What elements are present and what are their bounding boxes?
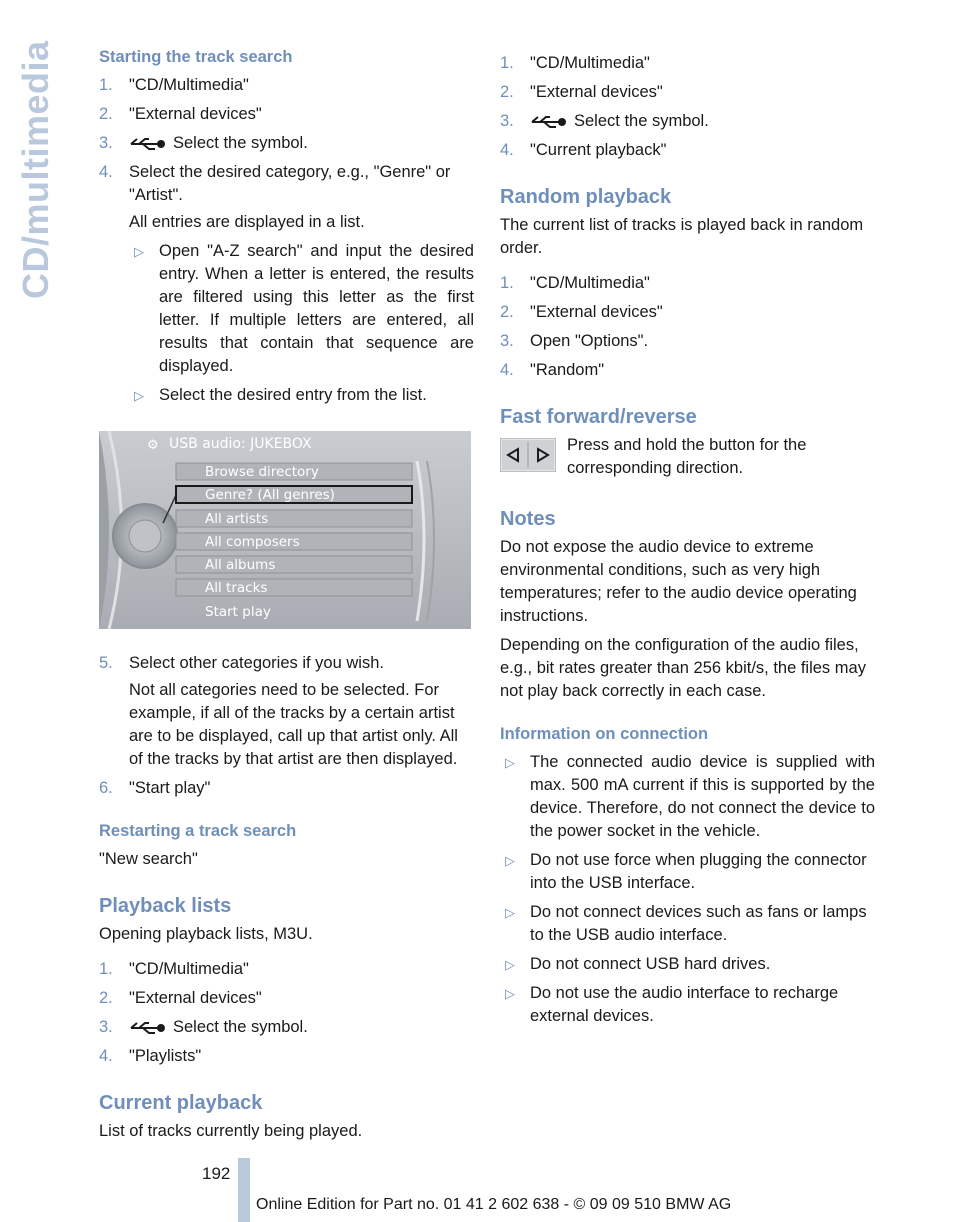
notes-heading: Notes (500, 508, 556, 530)
step-note: All entries are displayed in a list. (129, 213, 365, 231)
list-item: 1. "CD/Multimedia" (500, 54, 650, 72)
playlists-intro: Opening playback lists, M3U. (99, 925, 313, 943)
list-item: ▷ Do not use the audio interface to recharge external devices. (505, 984, 839, 1025)
random-playback-steps (500, 272, 875, 382)
list-item: ▷ Open "A-Z search" and input the desired entry. When a letter is entered, the results are filtered using this letter as the first letter. If multiple letters are entered, all results that contain that sequence are displayed. (134, 242, 474, 375)
screen-menu-item: All tracks (205, 580, 268, 596)
bullet-triangle-icon: ▷ (505, 755, 515, 770)
screen-settings-icon: ⚙ (147, 438, 159, 453)
list-item: 1. "CD/Multimedia" (500, 274, 650, 292)
screen-menu (176, 463, 412, 620)
screen-menu-item-selected: Genre? (All genres) (205, 487, 335, 503)
list-item: 4. "Current playback" (500, 141, 667, 159)
idrive-screen-image (99, 431, 471, 629)
fast-forward-text: Press and hold the button for the corresponding direction. (567, 436, 807, 477)
left-column (99, 46, 474, 1149)
list-item: ▷ Do not connect devices such as fans or lamps to the USB audio interface. (505, 903, 867, 944)
bullet-triangle-icon: ▷ (134, 244, 144, 259)
random-playback-intro: The current list of tracks is played back in random order. (500, 216, 864, 257)
track-search-heading: Starting the track search (99, 48, 293, 66)
list-item: 4. "Random" (500, 361, 605, 379)
restart-text: "New search" (99, 850, 198, 868)
right-column (500, 52, 875, 1034)
screen-menu-item: Start play (205, 604, 271, 620)
screen-menu-item: All artists (205, 511, 269, 527)
usb-symbol-icon (530, 115, 568, 129)
bullet-triangle-icon: ▷ (505, 853, 515, 868)
list-item: 6. "Start play" (99, 779, 211, 797)
list-item: 3. Select the symbol. (500, 112, 709, 130)
screen-menu-item: All albums (205, 557, 276, 573)
restart-heading: Restarting a track search (99, 822, 297, 840)
list-item: 3. Select the symbol. (99, 1018, 308, 1036)
current-playback-heading: Current playback (99, 1092, 263, 1114)
footer-edition: Online Edition for Part no. 01 41 2 602 638 - © 09 09 510 BMW AG (256, 1196, 732, 1213)
list-item: 5. Select other categories if you wish. Not all categories need to be selected. For example, if all of the tracks by a certain artist are to be displayed, call up that artist only. All of the tracks by that artist are then displayed. (99, 652, 474, 771)
list-item: 2. "External devices" (500, 83, 663, 101)
notes-paragraph: Depending on the configuration of the audio files, e.g., bit rates greater than 256 kbit/s, the files may not play back correctly in each case. (500, 636, 866, 700)
playlists-heading: Playback lists (99, 895, 232, 917)
random-playback-heading: Random playback (500, 186, 672, 208)
bullet-triangle-icon: ▷ (505, 905, 515, 920)
current-playback-steps (500, 52, 875, 162)
track-search-steps (99, 74, 474, 407)
connection-bullets (500, 751, 875, 1028)
list-item: 2. "External devices" (500, 303, 663, 321)
bullet-triangle-icon: ▷ (505, 986, 515, 1001)
list-item: ▷ Do not connect USB hard drives. (500, 953, 875, 976)
screen-title: USB audio: JUKEBOX (169, 436, 312, 452)
step-note: Not all categories need to be selected. For example, if all of the tracks by a certain artist are to be displayed, call up that artist only. All of the tracks by that artist are then displayed. (129, 681, 458, 768)
usb-symbol-icon (129, 1021, 167, 1035)
notes-paragraph: Do not expose the audio device to extreme environmental conditions, such as very high temperatures; refer to the audio device operating instructions. (500, 538, 857, 625)
fast-forward-heading: Fast forward/reverse (500, 406, 697, 428)
list-item: 4. Select the desired category, e.g., "Genre" or "Artist". All entries are displayed in a list. ▷ Open "A-Z search" and input the desired entry. When a letter is entered, the results are filtered using this letter as the first letter. If multiple letters are entered, all results that contain that sequence are displayed. ▷ Select the desired entry from the list. (99, 161, 474, 407)
list-item: 1. "CD/Multimedia" (99, 960, 249, 978)
list-item: 3. Select the symbol. (99, 134, 308, 152)
category-bullets (129, 240, 474, 407)
screen-menu-item: Browse directory (205, 464, 319, 480)
playlists-steps (99, 958, 474, 1068)
list-item: ▷ Select the desired entry from the list. (129, 384, 474, 407)
seek-buttons-icon (500, 438, 556, 472)
current-playback-intro: List of tracks currently being played. (99, 1122, 363, 1140)
screen-menu-item: All composers (205, 534, 300, 550)
track-search-steps-continued (99, 652, 474, 800)
page-number: 192 (202, 1164, 231, 1183)
list-item: 1. "CD/Multimedia" (99, 76, 249, 94)
chapter-side-title: CD/multimedia (15, 40, 56, 299)
bullet-triangle-icon: ▷ (505, 957, 515, 972)
list-item: 4. "Playlists" (99, 1047, 202, 1065)
list-item: ▷ The connected audio device is supplied with max. 500 mA current if this is supported by the device. Therefore, do not connect the device to the power socket in the vehicle. (505, 753, 875, 840)
footer-divider (238, 1158, 250, 1222)
fast-forward-row (500, 434, 875, 484)
usb-symbol-icon (129, 137, 167, 151)
bullet-triangle-icon: ▷ (134, 388, 144, 403)
list-item: 2. "External devices" (99, 989, 262, 1007)
list-item: 3. Open "Options". (500, 332, 649, 350)
list-item: ▷ Do not use force when plugging the connector into the USB interface. (505, 851, 867, 892)
connection-heading: Information on connection (500, 725, 709, 743)
list-item: 2. "External devices" (99, 105, 262, 123)
